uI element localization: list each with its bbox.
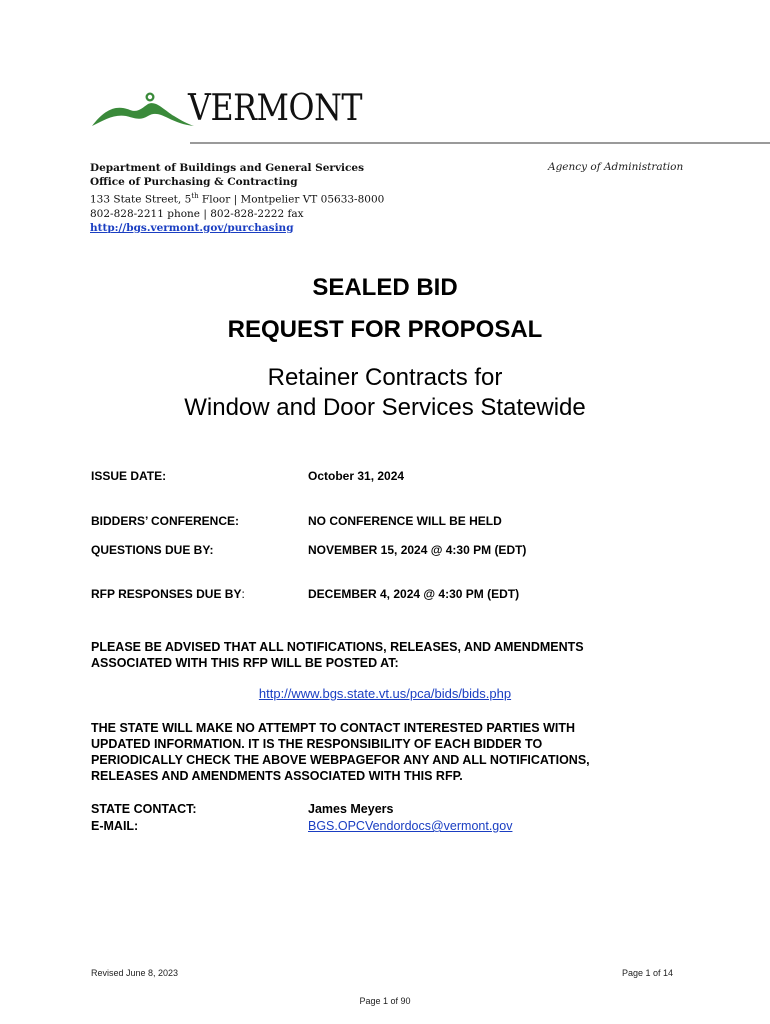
department-name: Department of Buildings and General Services	[90, 162, 365, 174]
purchasing-website-link[interactable]: http://bgs.vermont.gov/purchasing	[90, 221, 294, 234]
subtitle-line-1: Retainer Contracts for	[267, 364, 503, 391]
notice-paragraph: PLEASE BE ADVISED THAT ALL NOTIFICATIONS, RELEASES, AND AMENDMENTS ASSOCIATED WITH THIS RFP WILL BE POSTED AT:	[91, 640, 584, 670]
section-page-number: Page 1 of 14	[622, 968, 674, 978]
agency-name: Agency of Administration	[548, 161, 684, 173]
bidders-conference-label: BIDDERS’ CONFERENCE:	[91, 514, 240, 528]
title-sealed-bid: SEALED BID	[312, 274, 458, 301]
subtitle-line-2: Window and Door Services Statewide	[184, 394, 586, 421]
office-name: Office of Purchasing & Contracting	[90, 176, 298, 188]
header-rule	[190, 142, 770, 144]
responsibility-paragraph: THE STATE WILL MAKE NO ATTEMPT TO CONTACT INTERESTED PARTIES WITH UPDATED INFORMATION. IT IS THE RESPONSIBILITY OF EACH BIDDER TO PERIODICALLY CHECK THE ABOVE WEBPAGEFOR ANY AND ALL NOTIFICATIONS, RELEASES AND AMENDMENTS ASSOCIATED WITH THIS RFP.	[91, 721, 590, 783]
revised-date: Revised June 8, 2023	[91, 968, 179, 978]
issue-date-value: October 31, 2024	[308, 469, 405, 483]
document-page-number: Page 1 of 90	[359, 996, 411, 1006]
email-label: E-MAIL:	[91, 819, 139, 833]
contact-email-link[interactable]: BGS.OPCVendordocs@vermont.gov	[308, 819, 513, 833]
vermont-wordmark: VERMONT	[188, 88, 363, 129]
bids-page-link[interactable]: http://www.bgs.state.vt.us/pca/bids/bids.php	[258, 686, 512, 701]
bidders-conference-value: NO CONFERENCE WILL BE HELD	[308, 514, 502, 528]
state-contact-name: James Meyers	[308, 802, 394, 816]
questions-due-value: NOVEMBER 15, 2024 @ 4:30 PM (EDT)	[308, 543, 527, 557]
title-rfp: REQUEST FOR PROPOSAL	[227, 316, 543, 343]
responses-due-value: DECEMBER 4, 2024 @ 4:30 PM (EDT)	[308, 587, 520, 601]
address: 133 State Street, 5th Floor | Montpelier VT 05633-8000	[90, 192, 385, 206]
state-contact-label: STATE CONTACT:	[91, 802, 197, 816]
phone-fax: 802-828-2211 phone | 802-828-2222 fax	[90, 207, 304, 220]
responses-due-label: RFP RESPONSES DUE BY:	[91, 587, 245, 601]
vermont-logo	[90, 88, 370, 136]
questions-due-label: QUESTIONS DUE BY:	[91, 543, 214, 557]
department-header	[90, 161, 384, 235]
issue-date-label: ISSUE DATE:	[91, 469, 167, 483]
green-mountains-icon	[90, 88, 200, 136]
